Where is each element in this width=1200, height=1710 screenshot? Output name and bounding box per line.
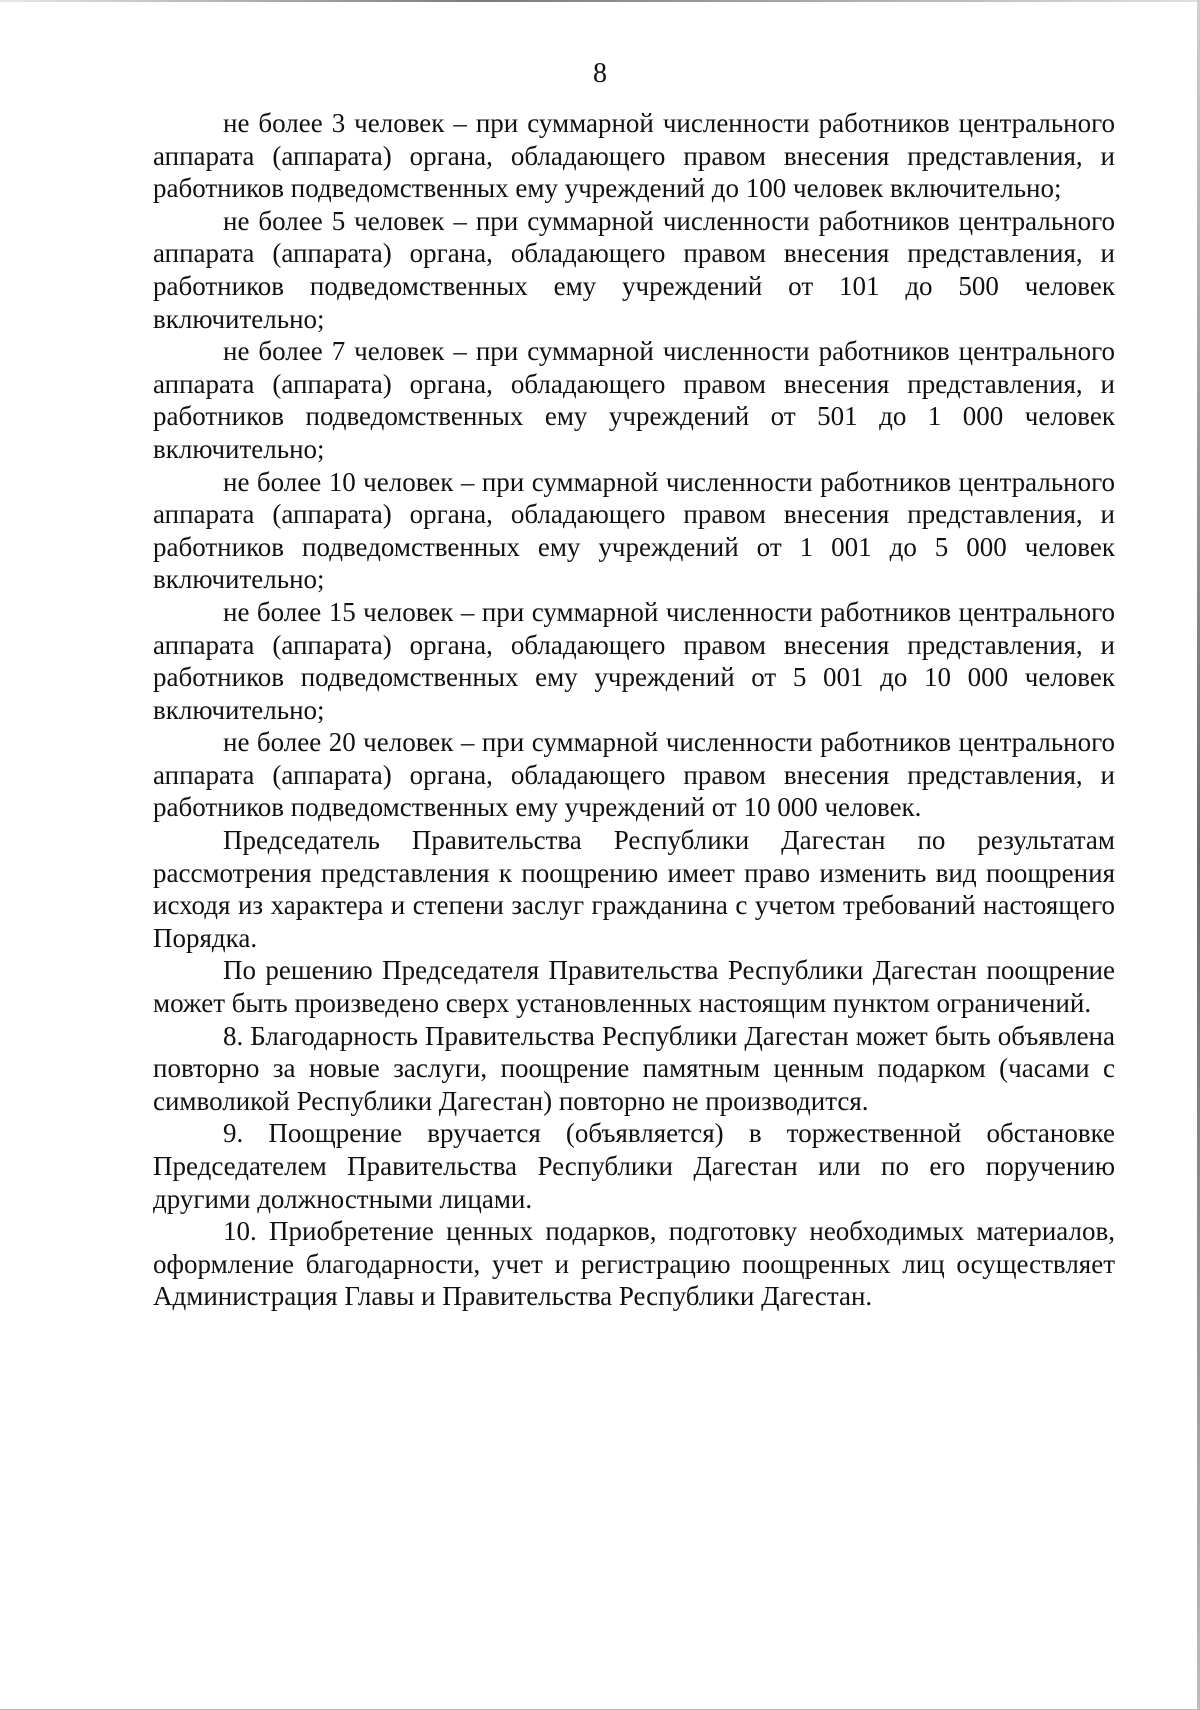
- paragraph-chairman-decision: По решению Председателя Правительства Республики Дагестан поощрение может быть произведено сверх установленных настоящим пунктом ограничений.: [153, 955, 1115, 1019]
- paragraph-clause-10: 10. Приобретение ценных подарков, подготовку необходимых материалов, оформление благодарности, учет и регистрацию поощренных лиц осуществляет Администрация Главы и Правительства Республики Дагестан.: [153, 1216, 1115, 1312]
- document-body: [153, 107, 1115, 1313]
- paragraph-clause-9: 9. Поощрение вручается (объявляется) в торжественной обстановке Председателем Правительства Республики Дагестан или по его поручению другими должностными лицами.: [153, 1118, 1115, 1214]
- paragraph-limit-20: не более 20 человек – при суммарной численности работников центрального аппарата (аппарата) органа, обладающего правом внесения представления, и работников подведомственных ему учреждений от 10 000 человек.: [153, 727, 1115, 823]
- paragraph-limit-7: не более 7 человек – при суммарной численности работников центрального аппарата (аппарата) органа, обладающего правом внесения представления, и работников подведомственных ему учреждений от 501 до 1 000 человек включительно;: [153, 336, 1115, 464]
- paragraph-chairman-right: Председатель Правительства Республики Дагестан по результатам рассмотрения представления к поощрению имеет право изменить вид поощрения исходя из характера и степени заслуг гражданина с учетом требований настоящего Порядка.: [153, 825, 1115, 953]
- scan-top-edge: [0, 0, 1200, 2]
- page-number: 8: [593, 58, 607, 89]
- paragraph-limit-3: не более 3 человек – при суммарной численности работников центрального аппарата (аппарата) органа, обладающего правом внесения представления, и работников подведомственных ему учреждений до 100 человек включительно;: [153, 108, 1115, 204]
- paragraph-clause-8: 8. Благодарность Правительства Республики Дагестан может быть объявлена повторно за новые заслуги, поощрение памятным ценным подарком (часами с символикой Республики Дагестан) повторно не производится.: [153, 1020, 1115, 1116]
- paragraph-limit-15: не более 15 человек – при суммарной численности работников центрального аппарата (аппарата) органа, обладающего правом внесения представления, и работников подведомственных ему учреждений от 5 001 до 10 000 человек включительно;: [153, 596, 1115, 725]
- paragraph-limit-10: не более 10 человек – при суммарной численности работников центрального аппарата (аппарата) органа, обладающего правом внесения представления, и работников подведомственных ему учреждений от 1 001 до 5 000 человек включительно;: [153, 466, 1115, 595]
- paragraph-limit-5: не более 5 человек – при суммарной численности работников центрального аппарата (аппарата) органа, обладающего правом внесения представления, и работников подведомственных ему учреждений от 101 до 500 человек включительно;: [153, 205, 1115, 334]
